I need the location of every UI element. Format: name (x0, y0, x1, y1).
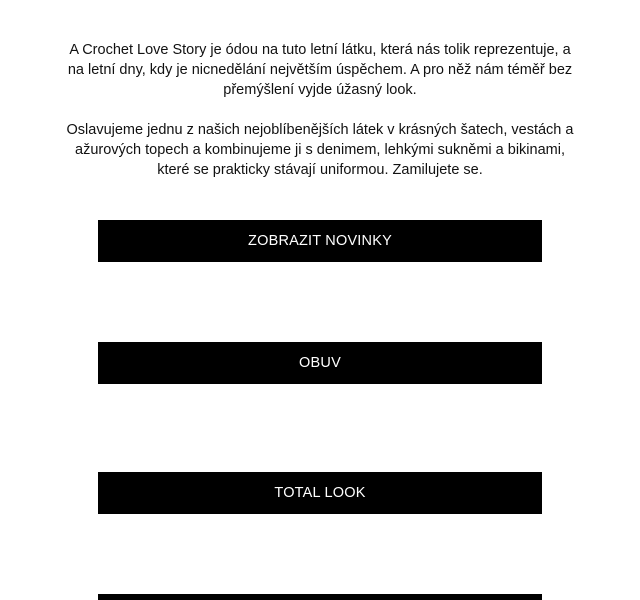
total-look-button[interactable]: TOTAL LOOK (98, 472, 542, 514)
show-new-arrivals-button[interactable]: ZOBRAZIT NOVINKY (98, 220, 542, 262)
intro-paragraph-2: Oslavujeme jednu z našich nejoblíbenějších látek v krásných šatech, vestách a ažurových topech a kombinujeme ji s denimem, lehkými sukněmi a bikinami, které se prakticky stávají uniformou. Zamilujete se. (66, 122, 574, 178)
next-category-button[interactable] (98, 594, 542, 600)
shoes-button[interactable]: OBUV (98, 342, 542, 384)
intro-paragraph-1: A Crochet Love Story je ódou na tuto letní látku, která nás tolik reprezentuje, a na letní dny, kdy je nicnedělání největším úspěchem. A pro něž nám téměř bez přemýšlení vyjde úžasný look. (67, 42, 573, 98)
